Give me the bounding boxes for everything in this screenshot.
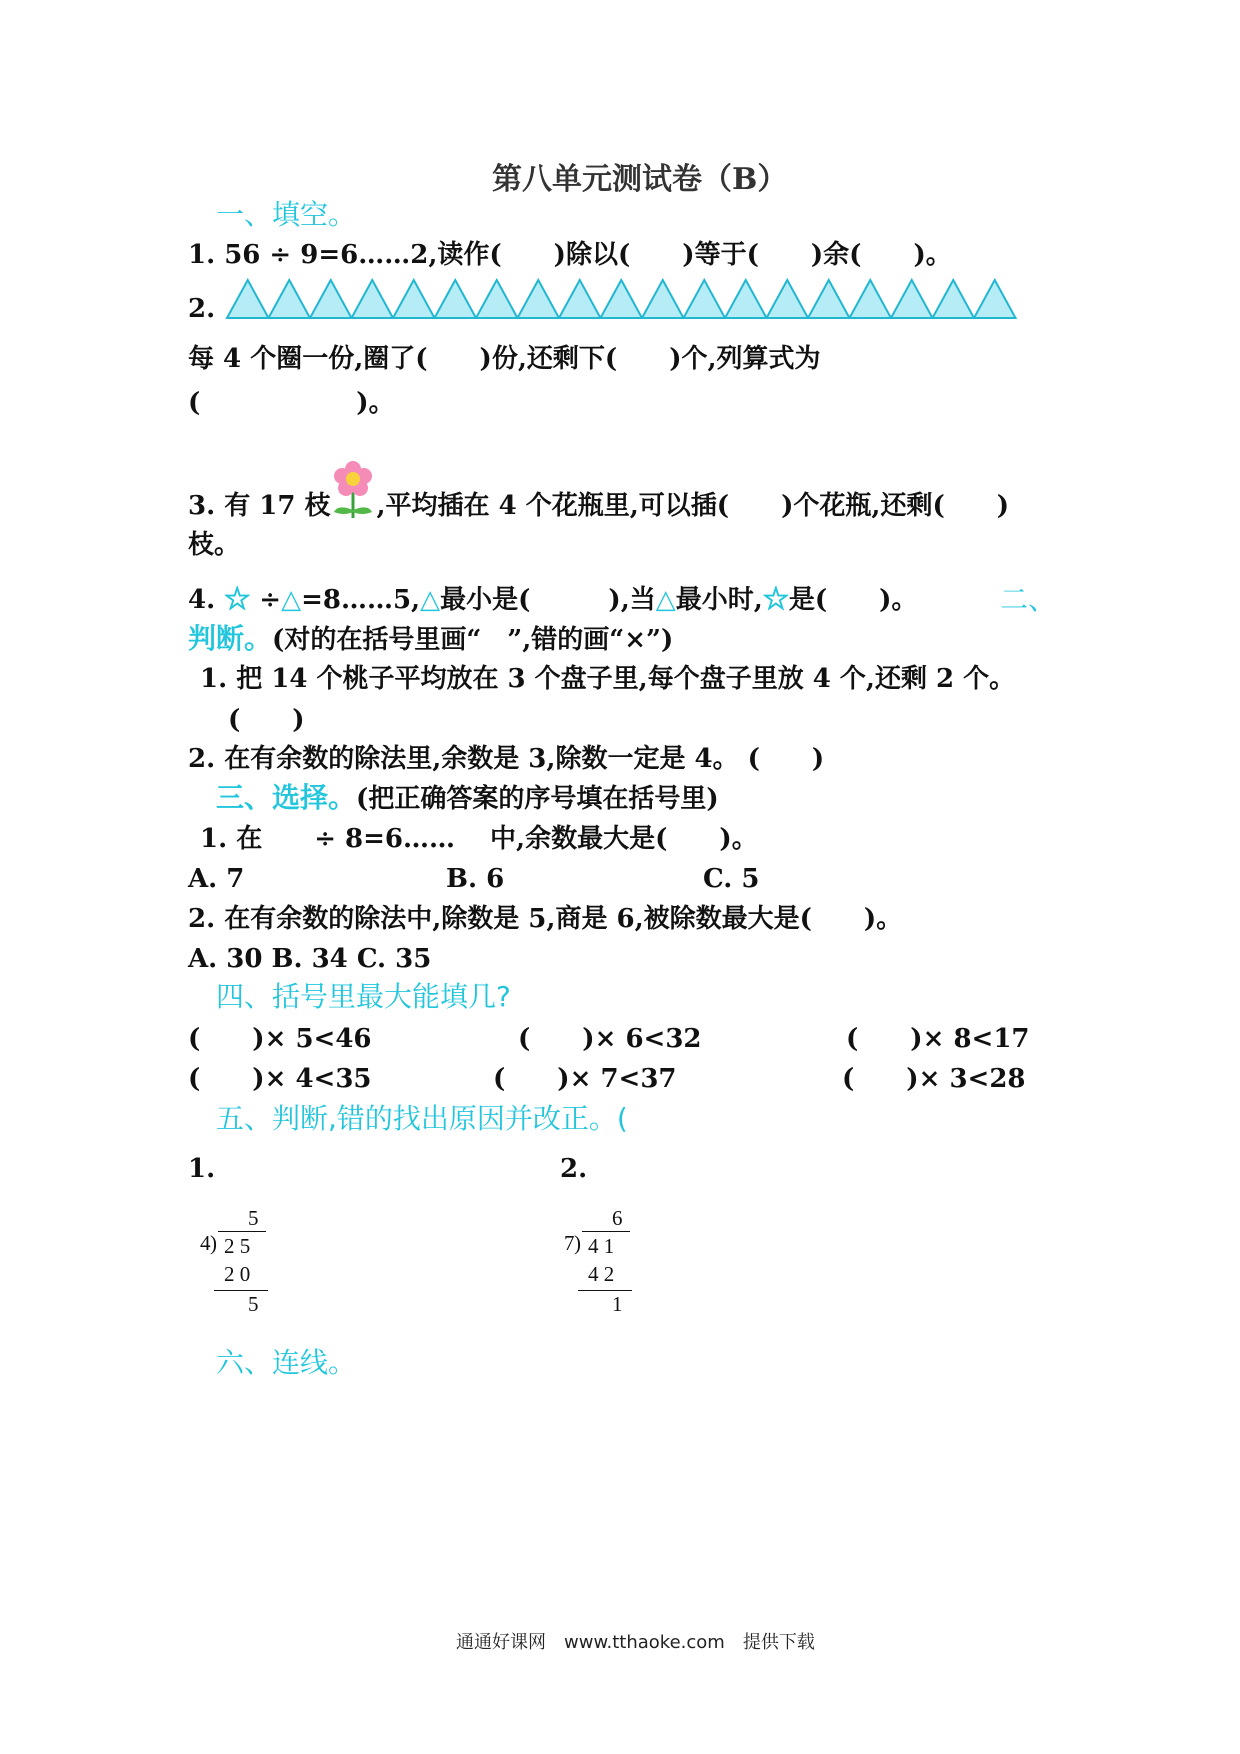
triangle-icon: [310, 280, 352, 318]
division-bar: [582, 1231, 630, 1232]
correct-question-1-label: 1.: [188, 1154, 216, 1184]
fill-question-4: [188, 583, 917, 617]
section-4-heading: 四、括号里最大能填几?: [216, 980, 511, 1013]
judge-question-1: 1. 把 14 个桃子平均放在 3 个盘子里,每个盘子里放 4 个,还剩 2 个。: [200, 664, 1016, 694]
triangle-icon: [891, 280, 933, 318]
fill-question-4-end: 是( )。: [788, 585, 918, 615]
section-2-instruction: (对的在括号里画“ ”,错的画“×”): [272, 625, 674, 655]
section-5-heading: 五、判断,错的找出原因并改正。(: [216, 1102, 628, 1135]
division-remainder: 1: [612, 1292, 623, 1316]
triangle-icon: [352, 280, 394, 318]
page-title: 第八单元测试卷（B）: [492, 162, 788, 197]
division-dividend: 4 1: [588, 1234, 615, 1258]
division-remainder: 5: [248, 1292, 259, 1316]
division-quotient: 6: [612, 1206, 623, 1230]
triangle-icon: [642, 280, 684, 318]
triangle-icon: [974, 280, 1016, 318]
max-fill-item: ( )× 3<28: [842, 1064, 1026, 1094]
fill-question-3-end: 枝。: [188, 530, 241, 560]
triangle-icon: [767, 280, 809, 318]
fill-question-3-middle: ,平均插在 4 个花瓶里,可以插( )个花瓶,还剩( ): [376, 491, 1010, 521]
section-2-heading-start: 二、: [1000, 583, 1057, 616]
division-product: 4 2: [588, 1262, 615, 1286]
division-bracket-icon: ): [210, 1231, 217, 1255]
star-icon: ☆: [224, 585, 251, 615]
triangle-icon: △: [281, 585, 302, 615]
triangle-icon: [269, 280, 311, 318]
divide-sign: ÷: [259, 585, 282, 615]
choice-question-1: 1. 在 ÷ 8=6…… 中,余数最大是( )。: [200, 824, 758, 854]
triangle-icon: [559, 280, 601, 318]
fill-question-4-equation: =8……5,: [301, 585, 421, 615]
section-3-instruction: (把正确答案的序号填在括号里): [356, 784, 719, 814]
section-1-heading: 一、填空。: [216, 198, 357, 231]
judge-question-1-paren: ( ): [228, 705, 305, 735]
fill-question-3-start: 3. 有 17 枝: [188, 491, 331, 521]
division-bracket-icon: ): [574, 1231, 581, 1255]
choice-question-2: 2. 在有余数的除法中,除数是 5,商是 6,被除数最大是( )。: [188, 904, 903, 934]
triangle-icon: △: [655, 585, 676, 615]
triangle-icon: [808, 280, 850, 318]
choice-1-option-c: C. 5: [703, 864, 760, 894]
fill-question-3: [188, 460, 1009, 523]
max-fill-item: ( )× 4<35: [188, 1064, 372, 1094]
footer-credit: 通通好课网 www.tthaoke.com 提供下载: [456, 1632, 815, 1653]
triangle-icon: [933, 280, 975, 318]
max-fill-item: ( )× 8<17: [846, 1024, 1030, 1054]
division-divisor: 4: [200, 1231, 211, 1255]
triangle-icon: [435, 280, 477, 318]
fill-question-1: 1. 56 ÷ 9=6……2,读作( )除以( )等于( )余( )。: [188, 240, 952, 270]
triangle-row: [224, 278, 1024, 320]
max-fill-item: ( )× 7<37: [493, 1064, 677, 1094]
triangle-icon: [725, 280, 767, 318]
star-icon: ☆: [762, 585, 789, 615]
triangle-icon: [476, 280, 518, 318]
section-6-heading: 六、连线。: [216, 1346, 357, 1379]
correct-question-2-label: 2.: [560, 1154, 588, 1184]
choice-2-options: A. 30 B. 34 C. 35: [188, 944, 432, 974]
fill-question-2-label: 2.: [188, 294, 216, 324]
section-2-title: 判断。: [188, 622, 273, 655]
section-3-title: 三、选择。: [216, 781, 357, 814]
fill-question-4-text-2: 最小时,: [675, 585, 763, 615]
triangle-icon: [393, 280, 435, 318]
triangle-icon: [601, 280, 643, 318]
triangle-icon: △: [420, 585, 441, 615]
judge-question-2: 2. 在有余数的除法里,余数是 3,除数一定是 4。 ( ): [188, 744, 825, 774]
max-fill-item: ( )× 6<32: [518, 1024, 702, 1054]
choice-1-option-a: A. 7: [188, 864, 245, 894]
division-bar: [218, 1231, 266, 1232]
triangle-icon: [518, 280, 560, 318]
fill-question-2-text: 每 4 个圈一份,圈了( )份,还剩下( )个,列算式为: [188, 344, 821, 374]
long-division-2: [562, 1206, 652, 1316]
section-2-heading: [188, 622, 673, 657]
max-fill-item: ( )× 5<46: [188, 1024, 372, 1054]
division-line: [578, 1290, 632, 1291]
choice-1-option-b: B. 6: [446, 864, 505, 894]
fill-question-4-label: 4.: [188, 585, 216, 615]
triangle-icon: [850, 280, 892, 318]
flower-icon: [330, 460, 376, 522]
division-product: 2 0: [224, 1262, 251, 1286]
division-quotient: 5: [248, 1206, 259, 1230]
fill-question-2-formula: ( )。: [188, 388, 395, 418]
fill-question-4-text: 最小是( ),当: [440, 585, 656, 615]
triangle-icon: [227, 280, 269, 318]
triangle-icon: [684, 280, 726, 318]
division-dividend: 2 5: [224, 1234, 251, 1258]
division-line: [214, 1290, 268, 1291]
section-3-heading: [216, 781, 719, 816]
division-divisor: 7: [564, 1231, 575, 1255]
long-division-1: [198, 1206, 288, 1316]
